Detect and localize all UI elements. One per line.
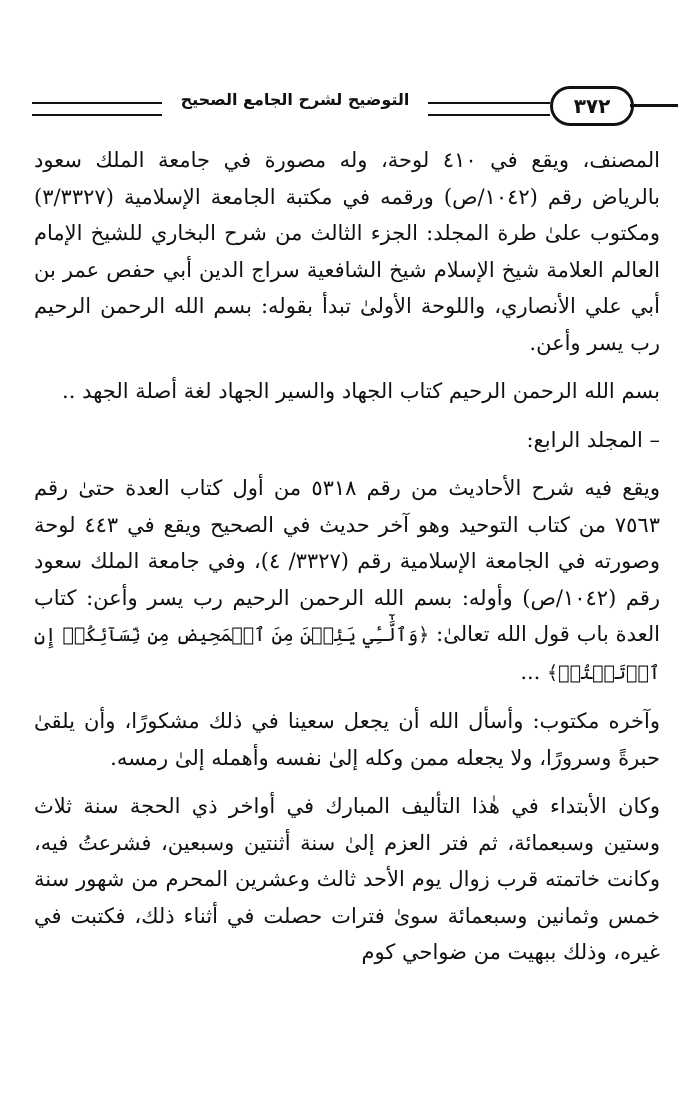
header-rule-tail [630, 104, 678, 113]
paragraph-2: بسم الله الرحمن الرحيم كتاب الجهاد والسير الجهاد لغة أصلة الجهد .. [62, 379, 660, 403]
running-title: التوضيح لشرح الجامع الصحيح [180, 90, 410, 109]
page-number: ٣٧٢ [550, 86, 634, 126]
page-body [34, 142, 660, 971]
paragraph-4: وآخره مكتوب: وأسأل الله أن يجعل سعينا في ذلك مشكورًا، وأن يلقىٰ حبرةً وسرورًا، ولا يجعله ممن وكله إلىٰ نفسه وأهمله إلىٰ رمسه. [34, 709, 660, 770]
paragraph-1: المصنف، ويقع في ٤١٠ لوحة، وله مصورة في جامعة الملك سعود بالرياض رقم (١٠٤٢/ص) ورقمه في مكتبة الجامعة الإسلامية (٣/٣٣٢٧) ومكتوب علىٰ طرة المجلد: الجزء الثالث من شرح البخاري للشيخ الإمام العالم العلامة شيخ الإسلام شيخ الشافعية سراج الدين أبي حفص عمر بن أبي علي الأنصاري، واللوحة الأولىٰ تبدأ بقوله: بسم الله الرحمن الرحيم رب يسر وأعن. [34, 148, 660, 355]
quran-verse: ﴿وَٱلَّٰٓـِٔي يَئِسۡنَ مِنَ ٱلۡمَحِيضِ مِن نِّسَآئِكُمۡ إِنِ ٱرۡتَبۡتُمۡ﴾ [34, 624, 660, 684]
section-heading: – المجلد الرابع: [526, 427, 660, 452]
page-header [32, 86, 678, 126]
paragraph-3-text: ويقع فيه شرح الأحاديث من رقم ٥٣١٨ من أول كتاب العدة حتىٰ رقم ٧٥٦٣ من كتاب التوحيد وهو آخر حديث في الصحيح ويقع في ٤٤٣ لوحة وصورته في الجامعة الإسلامية رقم (٣٣٢٧/ ٤)، وفي جامعة الملك سعود رقم (١٠٤٢/ص) وأوله: بسم الله الرحمن الرحيم رب يسر وأعن: كتاب العدة باب قول الله تعالىٰ: [34, 476, 660, 646]
header-rule-left [32, 102, 162, 116]
paragraph-3 [34, 470, 660, 691]
paragraph-5: وكان الأبتداء في هٰذا التأليف المبارك في أواخر ذي الحجة سنة ثلاث وستين وسبعمائة، ثم فتر العزم إلىٰ سنة أثنتين وسبعين، فشرعتُ فيه، وكانت خاتمته قرب زوال يوم الأحد ثالث وعشرين المحرم من شهور سنة خمس وثمانين وسبعمائة سوىٰ فترات حصلت في أثناء ذلك، فكتبت في غيره، وذلك ببهيت من ضواحي كوم [34, 794, 660, 964]
header-rule-right [428, 102, 550, 116]
verse-ellipsis: ... [520, 659, 541, 684]
